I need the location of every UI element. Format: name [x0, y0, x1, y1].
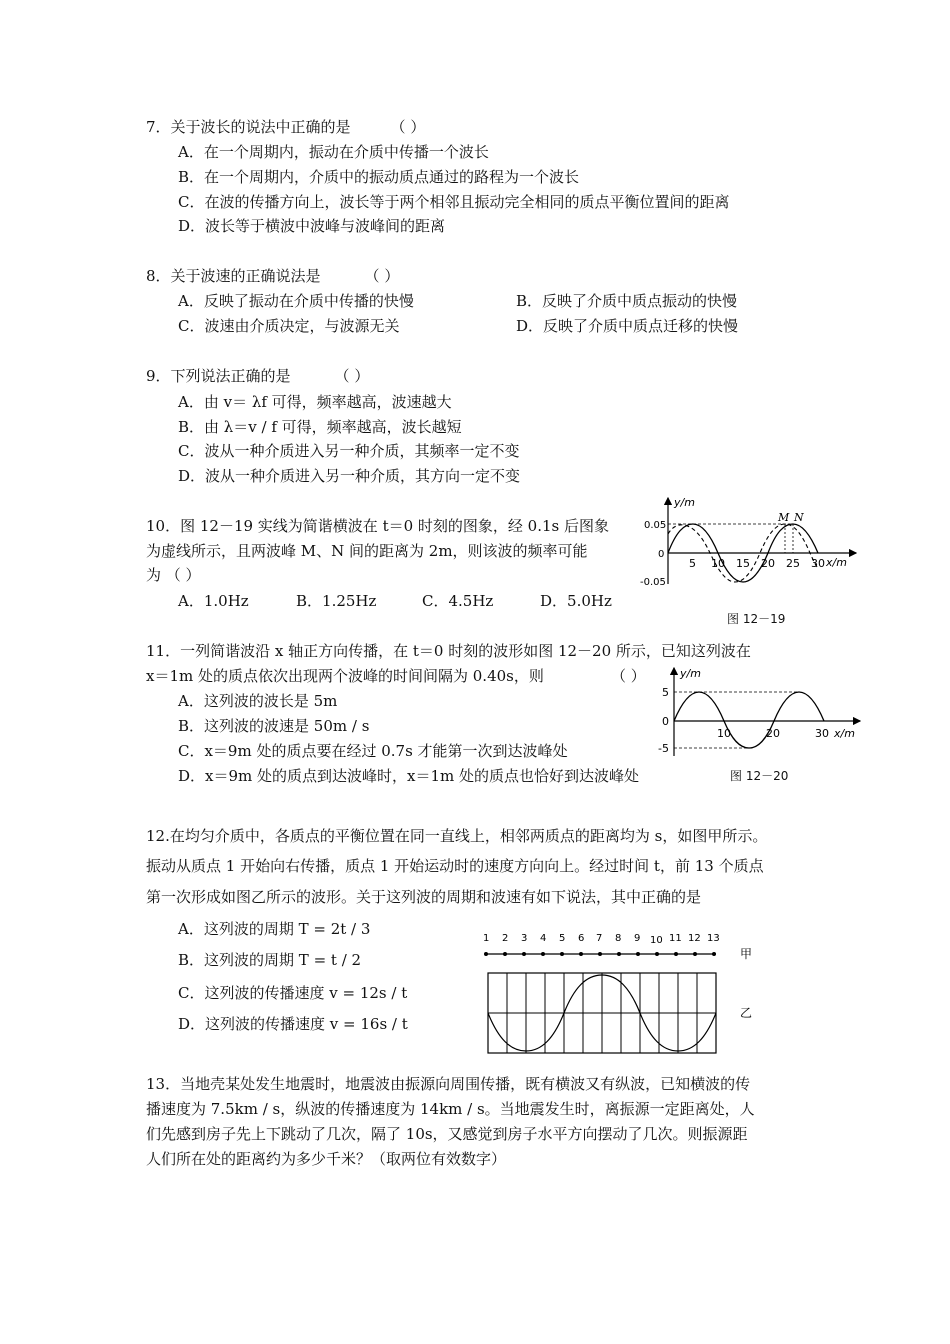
- q12-option-a: A．这列波的周期 T = 2t / 3: [178, 920, 371, 938]
- fig1-xtick: 10: [711, 557, 725, 570]
- fig2-ytick: 5: [662, 686, 669, 699]
- q8-option-c: C．波速由介质决定，与波源无关: [178, 317, 400, 335]
- fig2-wave: [674, 692, 824, 748]
- q12-line-1: 12.在均匀介质中，各质点的平衡位置在同一直线上，相邻两质点的距离均为 s，如图甲所示。: [146, 827, 768, 845]
- fig1-caption: 图 12－19: [727, 612, 786, 626]
- fig1-ytick: 0.05: [644, 520, 667, 531]
- q7-stem: 7．关于波长的说法中正确的是 （ ）: [146, 118, 426, 136]
- q11-option-c: C．x＝9m 处的质点要在经过 0.7s 才能第一次到达波峰处: [178, 742, 568, 760]
- q9-option-a: A．由 v＝ λf 可得，频率越高，波速越大: [178, 393, 452, 411]
- fig1-xtick: 25: [786, 557, 800, 570]
- q8-answer-paren: （ ）: [364, 267, 400, 285]
- fig2-xtick: 10: [717, 727, 731, 740]
- point-label: 5: [559, 933, 566, 944]
- fig1-ytick: 0: [658, 549, 665, 560]
- figure-12-19: [638, 494, 862, 594]
- q10-option-d: D．5.0Hz: [540, 592, 612, 610]
- point-label: 12: [688, 933, 701, 944]
- q7-option-a: A．在一个周期内，振动在介质中传播一个波长: [178, 143, 489, 161]
- q8-option-d: D．反映了介质中质点迁移的快慢: [516, 317, 739, 335]
- fig1-peak-m: M: [778, 511, 790, 524]
- q11-line-2: x＝1m 处的质点依次出现两个波峰的时间间隔为 0.40s，则: [146, 667, 544, 685]
- point-label: 9: [634, 933, 641, 944]
- q12-line-2: 振动从质点 1 开始向右传播，质点 1 开始运动时的速度方向向上。经过时间 t，前 13 个质点: [146, 857, 764, 875]
- figure-12-20: [650, 664, 864, 760]
- q9-stem: 9．下列说法正确的是 （ ）: [146, 367, 370, 385]
- q7-option-c: C．在波的传播方向上，波长等于两个相邻且振动完全相同的质点平衡位置间的距离: [178, 193, 730, 211]
- q10-line-2: 为虚线所示，且两波峰 M、N 间的距离为 2m，则该波的频率可能: [146, 542, 588, 560]
- point-label: 8: [615, 933, 622, 944]
- fig1-xtick: 30: [811, 557, 825, 570]
- q9-option-d: D．波从一种介质进入另一种介质，其方向一定不变: [178, 467, 521, 485]
- fig1-ytick: -0.05: [640, 577, 666, 588]
- q8-stem: 8．关于波速的正确说法是 （ ）: [146, 267, 400, 285]
- q11-line-1: 11．一列简谐波沿 x 轴正方向传播，在 t＝0 时刻的波形如图 12－20 所示，已知这列波在: [146, 642, 751, 660]
- q8-option-a: A．反映了振动在介质中传播的快慢: [178, 292, 414, 310]
- q10-option-a: A．1.0Hz: [178, 592, 249, 610]
- fig1-xtick: 5: [689, 557, 696, 570]
- q9-option-c: C．波从一种介质进入另一种介质，其频率一定不变: [178, 442, 520, 460]
- q9-option-b: B．由 λ＝v / f 可得，频率越高，波长越短: [178, 418, 462, 436]
- fig3-grid-lines: [488, 973, 716, 1053]
- q10-line-1: 10．图 12－19 实线为简谐横波在 t＝0 时刻的图象，经 0.1s 后图象: [146, 517, 609, 535]
- point-label: 4: [540, 933, 547, 944]
- q12-option-d: D．这列波的传播速度 v = 16s / t: [178, 1015, 408, 1033]
- q11-option-b: B．这列波的波速是 50m / s: [178, 717, 370, 735]
- fig1-xtick: 15: [736, 557, 750, 570]
- q11-answer-paren: （ ）: [611, 667, 646, 685]
- fig1-peak-n: N: [794, 511, 804, 524]
- fig2-xtick: 30: [815, 727, 829, 740]
- q7-option-b: B．在一个周期内，介质中的振动质点通过的路程为一个波长: [178, 168, 580, 186]
- point-label: 10: [650, 935, 663, 946]
- q10-option-b: B．1.25Hz: [296, 592, 377, 610]
- point-label: 3: [521, 933, 528, 944]
- q13-line-4: 人们所在处的距离约为多少千米？（取两位有效数字）: [146, 1150, 507, 1168]
- q9-answer-paren: （ ）: [334, 367, 370, 385]
- fig3-point-labels: [483, 933, 720, 946]
- point-label: 1: [483, 933, 490, 944]
- q13-line-2: 播速度为 7.5km / s，纵波的传播速度为 14km / s。当地震发生时，离振源一定距离处，人: [146, 1100, 755, 1118]
- q12-option-c: C．这列波的传播速度 v = 12s / t: [178, 984, 408, 1002]
- point-label: 11: [669, 933, 682, 944]
- point-label: 7: [596, 933, 603, 944]
- q8-option-b: B．反映了介质中质点振动的快慢: [516, 292, 738, 310]
- q13-line-3: 们先感到房子先上下跳动了几次，隔了 10s，又感觉到房子水平方向摆动了几次。则振源距: [146, 1125, 748, 1143]
- fig3-label-yi: 乙: [740, 1006, 753, 1020]
- fig1-x-label: x/m: [826, 556, 847, 569]
- point-label: 6: [578, 933, 585, 944]
- q7-answer-paren: （ ）: [390, 118, 426, 136]
- q12-option-b: B．这列波的周期 T = t / 2: [178, 951, 362, 969]
- point-label: 13: [707, 933, 720, 944]
- figure-jia-yi: [476, 928, 766, 1058]
- fig1-y-label: y/m: [674, 496, 695, 509]
- fig2-y-label: y/m: [680, 667, 701, 680]
- point-label: 2: [502, 933, 509, 944]
- fig2-caption: 图 12－20: [730, 769, 789, 783]
- fig2-ytick: 0: [662, 715, 669, 728]
- q13-line-1: 13．当地壳某处发生地震时，地震波由振源向周围传播，既有横波又有纵波，已知横波的传: [146, 1075, 751, 1093]
- q10-line-3: 为 （ ）: [146, 566, 201, 584]
- fig2-ytick: -5: [658, 742, 669, 755]
- q11-option-a: A．这列波的波长是 5m: [178, 692, 338, 710]
- q7-option-d: D．波长等于横波中波峰与波峰间的距离: [178, 217, 446, 235]
- q12-line-3: 第一次形成如图乙所示的波形。关于这列波的周期和波速有如下说法，其中正确的是: [146, 888, 702, 906]
- fig3-label-jia: 甲: [740, 947, 753, 961]
- fig2-xtick: 20: [766, 727, 780, 740]
- q11-option-d: D．x＝9m 处的质点到达波峰时，x＝1m 处的质点也恰好到达波峰处: [178, 767, 640, 785]
- q10-option-c: C．4.5Hz: [422, 592, 494, 610]
- fig2-x-label: x/m: [834, 727, 855, 740]
- fig1-xtick: 20: [761, 557, 775, 570]
